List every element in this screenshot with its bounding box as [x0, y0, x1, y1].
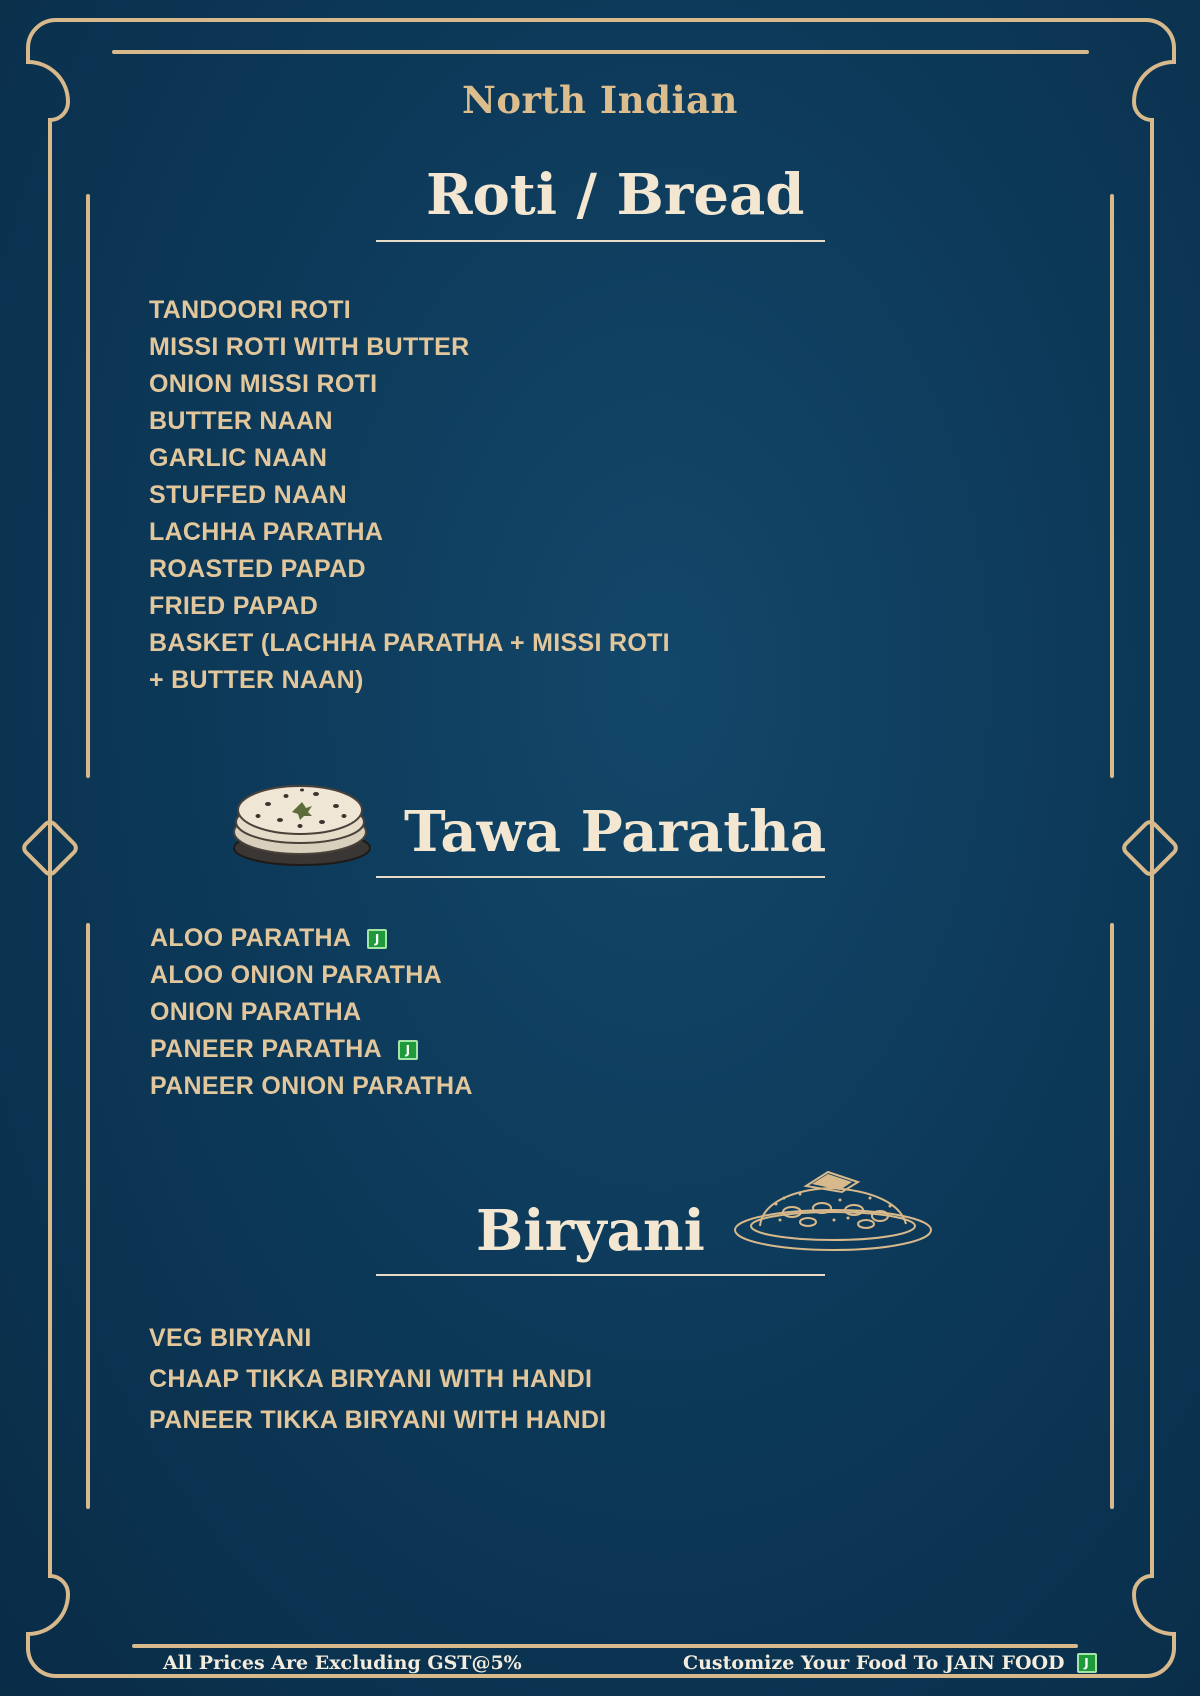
list-item: PANEER TIKKA BIRYANI WITH HANDI	[149, 1406, 607, 1434]
footer-gst-note: All Prices Are Excluding GST@5%	[163, 1652, 522, 1674]
tawa-paratha-list	[150, 920, 473, 1105]
list-item: LACHHA PARATHA	[149, 518, 384, 546]
list-item: VEG BIRYANI	[149, 1324, 312, 1352]
biryani-list	[149, 1318, 606, 1441]
section-title-biryani: Biryani	[476, 1198, 705, 1264]
list-item: PANEER PARATHA J	[150, 1031, 473, 1068]
paratha-plate-icon	[228, 770, 376, 874]
biryani-plate-icon	[730, 1164, 936, 1260]
list-item: ALOO PARATHA J	[150, 920, 473, 957]
jain-badge-icon: J	[367, 929, 387, 949]
footer-jain-note: Customize Your Food To JAIN FOOD J	[683, 1650, 1097, 1676]
list-item: PANEER ONION PARATHA	[150, 1072, 473, 1100]
list-item: FRIED PAPAD	[149, 592, 319, 620]
list-item: CHAAP TIKKA BIRYANI WITH HANDI	[149, 1365, 593, 1393]
roti-bread-list	[149, 292, 670, 699]
list-item: + BUTTER NAAN)	[149, 666, 364, 694]
list-item: STUFFED NAAN	[149, 481, 348, 509]
section-title-roti-bread: Roti / Bread	[426, 162, 805, 228]
jain-badge-icon: J	[1077, 1653, 1097, 1673]
jain-badge-icon: J	[398, 1040, 418, 1060]
list-item: ROASTED PAPAD	[149, 555, 366, 583]
list-item: MISSI ROTI WITH BUTTER	[149, 333, 470, 361]
list-item: ALOO ONION PARATHA	[150, 961, 442, 989]
list-item: BASKET (LACHHA PARATHA + MISSI ROTI	[149, 629, 670, 657]
section-underline	[376, 1274, 825, 1276]
list-item: TANDOORI ROTI	[149, 296, 352, 324]
list-item: ONION PARATHA	[150, 998, 362, 1026]
list-item: BUTTER NAAN	[149, 407, 333, 435]
section-underline	[376, 876, 825, 878]
section-underline	[376, 240, 825, 242]
list-item: GARLIC NAAN	[149, 444, 328, 472]
section-title-tawa-paratha: Tawa Paratha	[404, 799, 827, 865]
menu-category-title: North Indian	[462, 78, 738, 122]
list-item: ONION MISSI ROTI	[149, 370, 378, 398]
